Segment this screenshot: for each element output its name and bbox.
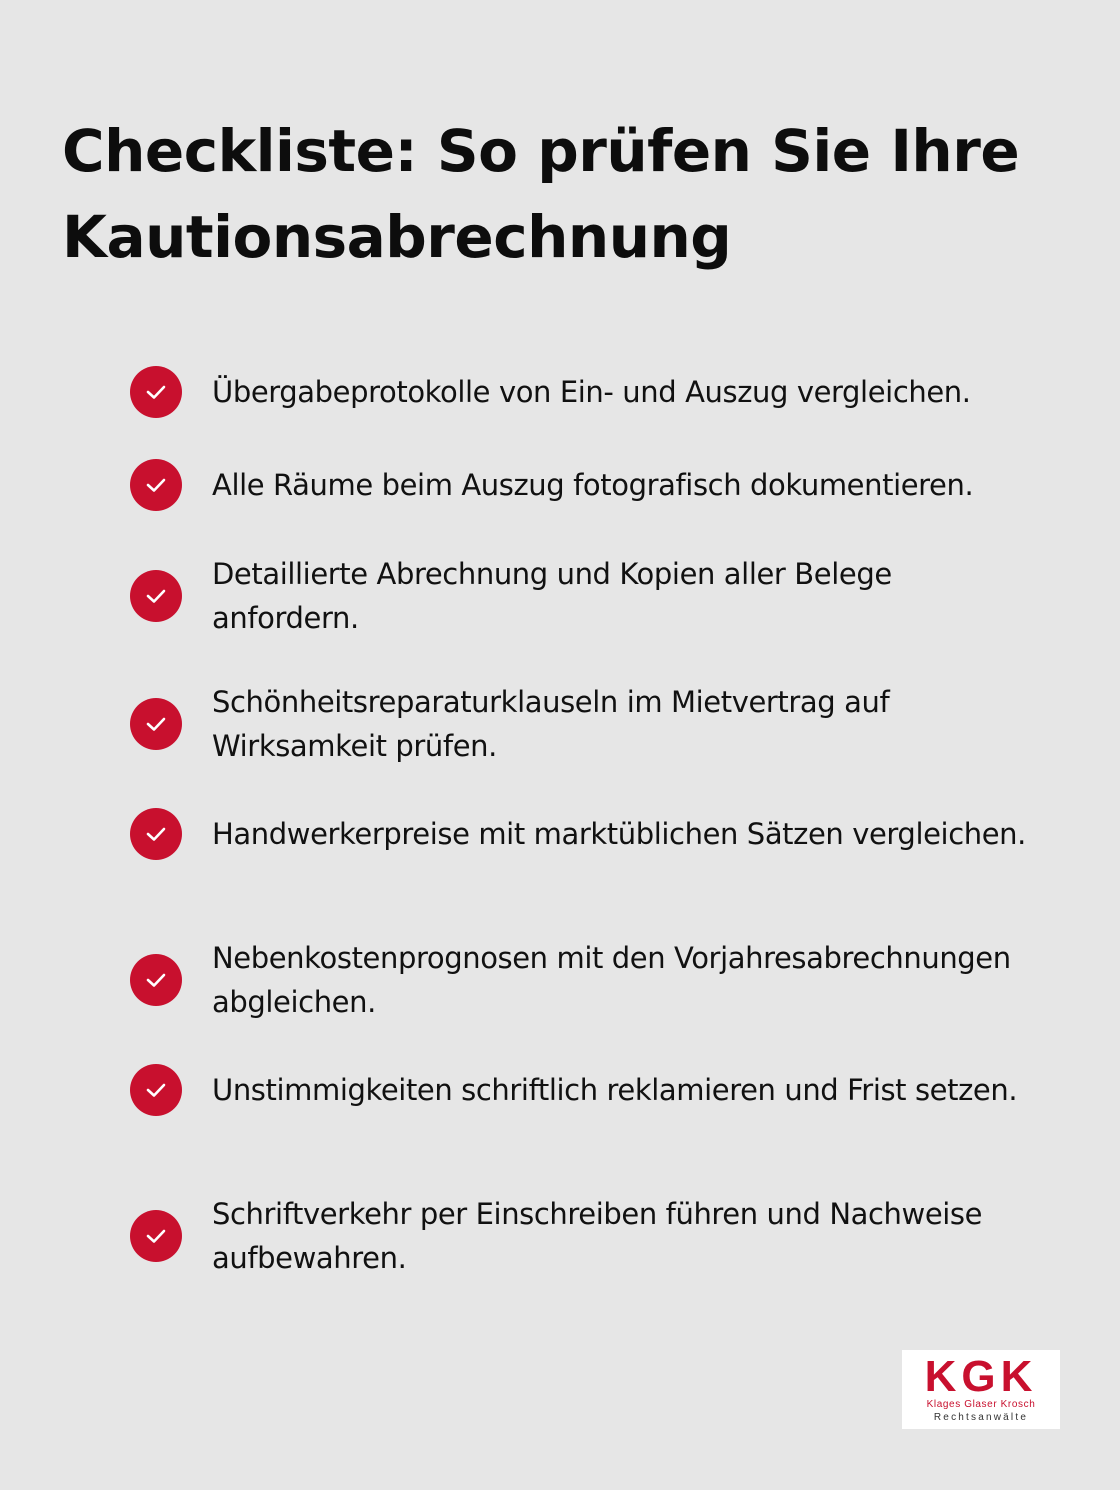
logo-names: Klages Glaser Krosch (926, 1399, 1036, 1410)
check-circle-icon (130, 808, 182, 860)
checklist-item-text: Handwerkerpreise mit marktüblichen Sätzen vergleichen. (212, 817, 1026, 851)
checklist-item-text: Schriftverkehr per Einschreiben führen und Nachweise aufbewahren. (212, 1197, 983, 1275)
checklist-item-text: Nebenkostenprognosen mit den Vorjahresabrechnungen abgleichen. (212, 941, 1011, 1019)
checklist-item-text: Alle Räume beim Auszug fotografisch dokumentieren. (212, 468, 974, 502)
check-circle-icon (130, 570, 182, 622)
check-circle-icon (130, 366, 182, 418)
logo-letters: KGK (924, 1352, 1038, 1401)
check-circle-icon (130, 698, 182, 750)
checklist-item (130, 552, 1050, 640)
page-title: Checkliste: So prüfen Sie Ihre Kautionsabrechnung (62, 117, 1020, 271)
checklist-item-text: Unstimmigkeiten schriftlich reklamieren und Frist setzen. (212, 1073, 1018, 1107)
checklist-item (130, 936, 1050, 1024)
checklist-item (130, 1064, 1050, 1116)
check-circle-icon (130, 459, 182, 511)
checklist-item-text: Schönheitsreparaturklauseln im Mietvertrag auf Wirksamkeit prüfen. (212, 685, 890, 763)
check-circle-icon (130, 954, 182, 1006)
kgk-logo (902, 1350, 1060, 1429)
logo-subtitle: Rechtsanwälte (933, 1412, 1029, 1423)
checklist-item (130, 808, 1050, 860)
checklist-item (130, 1192, 1050, 1280)
check-circle-icon (130, 1064, 182, 1116)
checklist-item (130, 366, 1050, 418)
checklist-item-text: Übergabeprotokolle von Ein- und Auszug vergleichen. (212, 375, 971, 409)
check-circle-icon (130, 1210, 182, 1262)
checklist-item-text: Detaillierte Abrechnung und Kopien aller Belege anfordern. (212, 557, 892, 635)
checklist-item (130, 680, 1050, 768)
checklist-item (130, 459, 1050, 511)
